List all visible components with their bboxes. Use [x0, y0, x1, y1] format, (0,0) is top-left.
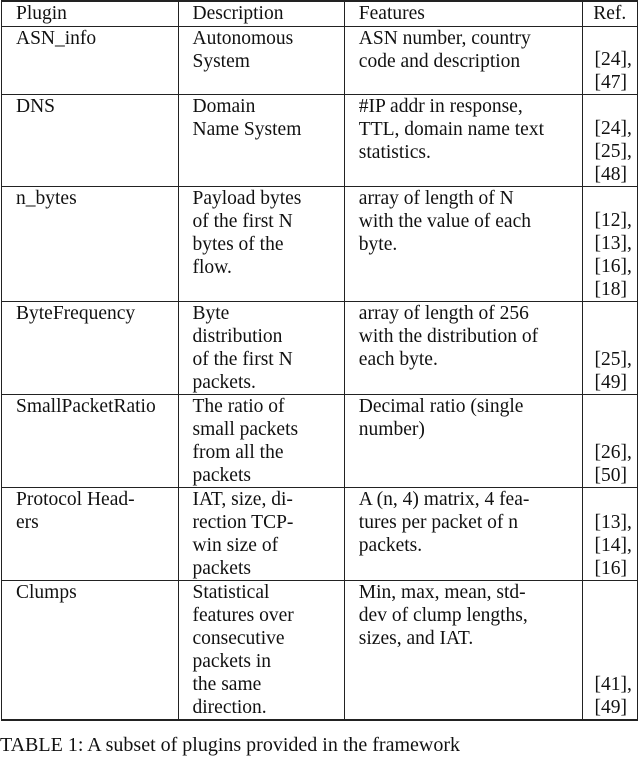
cell-refs: [12], [13], [16], [18]: [582, 186, 637, 301]
header-ref: Ref.: [582, 1, 637, 26]
table-row: [2, 301, 638, 394]
cell-description: Domain Name System: [178, 94, 344, 186]
cell-description: Autonomous System: [178, 26, 344, 94]
cell-plugin: Protocol Head- ers: [2, 487, 179, 580]
cell-plugin: n_bytes: [2, 186, 179, 301]
header-plugin: Plugin: [2, 1, 179, 26]
table-caption: TABLE 1: A subset of plugins provided in the framework: [0, 734, 460, 756]
header-features: Features: [344, 1, 582, 26]
cell-refs: [24], [47]: [582, 26, 637, 94]
table-header-row: [2, 1, 638, 26]
cell-refs: [25], [49]: [582, 301, 637, 394]
cell-refs: [41], [49]: [582, 580, 637, 720]
cell-features: Min, max, mean, std- dev of clump lengths, sizes, and IAT.: [344, 580, 582, 720]
cell-plugin: SmallPacketRatio: [2, 394, 179, 487]
cell-refs: [13], [14], [16]: [582, 487, 637, 580]
table-row: [2, 580, 638, 720]
table-row: [2, 94, 638, 186]
cell-plugin: Clumps: [2, 580, 179, 720]
cell-description: Byte distribution of the first N packets.: [178, 301, 344, 394]
cell-features: ASN number, country code and description: [344, 26, 582, 94]
cell-description: The ratio of small packets from all the packets: [178, 394, 344, 487]
cell-features: array of length of 256 with the distribution of each byte.: [344, 301, 582, 394]
header-description: Description: [178, 1, 344, 26]
cell-description: Payload bytes of the first N bytes of the flow.: [178, 186, 344, 301]
table-row: [2, 26, 638, 94]
cell-features: array of length of N with the value of each byte.: [344, 186, 582, 301]
table-row: [2, 487, 638, 580]
cell-plugin: ASN_info: [2, 26, 179, 94]
cell-features: #IP addr in response, TTL, domain name text statistics.: [344, 94, 582, 186]
cell-features: Decimal ratio (single number): [344, 394, 582, 487]
cell-plugin: DNS: [2, 94, 179, 186]
cell-description: IAT, size, di- rection TCP- win size of packets: [178, 487, 344, 580]
cell-features: A (n, 4) matrix, 4 fea- tures per packet of n packets.: [344, 487, 582, 580]
table-row: [2, 394, 638, 487]
cell-description: Statistical features over consecutive packets in the same direction.: [178, 580, 344, 720]
cell-refs: [26], [50]: [582, 394, 637, 487]
cell-refs: [24], [25], [48]: [582, 94, 637, 186]
plugins-table: [1, 0, 638, 721]
table-row: [2, 186, 638, 301]
cell-plugin: ByteFrequency: [2, 301, 179, 394]
